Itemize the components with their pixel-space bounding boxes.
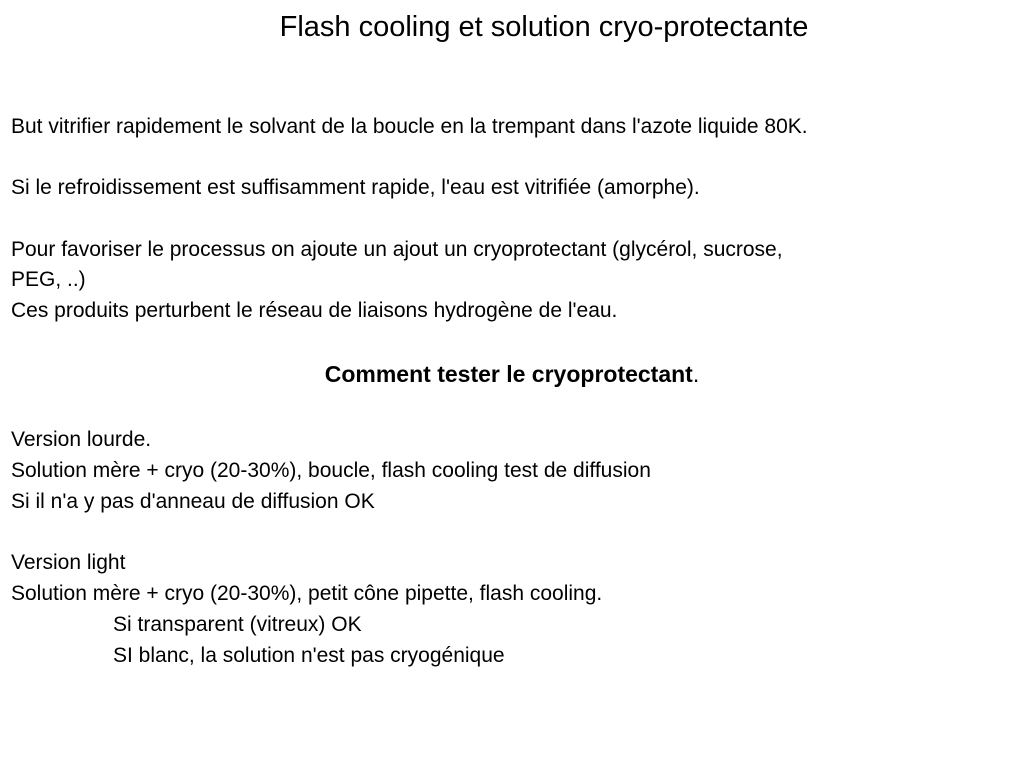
light-version-title: Version light [11,551,126,574]
heavy-version-title: Version lourde. [11,428,152,451]
heavy-version-step: Solution mère + cryo (20-30%), boucle, flash cooling test de diffusion [11,459,651,482]
paragraph-goal: But vitrifier rapidement le solvant de la boucle en la trempant dans l'azote liquide 80K. [11,115,808,138]
paragraph-cooling: Si le refroidissement est suffisamment rapide, l'eau est vitrifiée (amorphe). [11,176,700,199]
slide-title: Flash cooling et solution cryo-protectante [279,11,809,43]
light-version-result-ok: Si transparent (vitreux) OK [113,613,362,636]
light-version-step: Solution mère + cryo (20-30%), petit cône pipette, flash cooling. [11,582,603,605]
section-heading-text: Comment tester le cryoprotectant [324,361,693,387]
paragraph-cryo-line-1: Pour favoriser le processus on ajoute un ajout un cryoprotectant (glycérol, sucrose, [11,238,783,261]
paragraph-network: Ces produits perturbent le réseau de liaisons hydrogène de l'eau. [11,299,618,322]
light-version-result-fail: SI blanc, la solution n'est pas cryogénique [113,644,505,667]
heavy-version-result: Si il n'a y pas d'anneau de diffusion OK [11,490,375,513]
section-heading-period: . [692,361,700,387]
paragraph-cryo-line-2: PEG, ..) [11,268,86,291]
section-heading [0,360,1024,388]
